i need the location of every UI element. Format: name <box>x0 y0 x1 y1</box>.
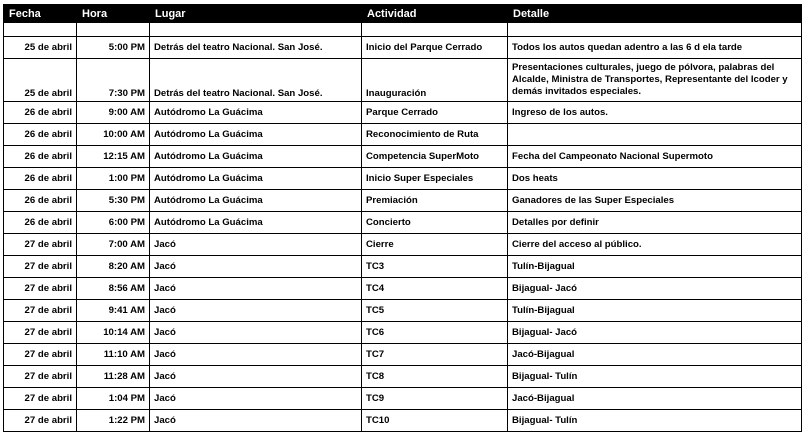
table-row <box>4 146 802 168</box>
table-row <box>4 410 802 432</box>
header-detalle: Detalle <box>508 5 802 23</box>
cell-fecha: 26 de abril <box>4 190 77 212</box>
cell-detalle: Ingreso de los autos. <box>508 102 802 124</box>
cell-actividad: Concierto <box>362 212 508 234</box>
cell-fecha: 26 de abril <box>4 102 77 124</box>
table-row <box>4 322 802 344</box>
cell-hora: 8:56 AM <box>77 278 150 300</box>
cell-hora: 10:00 AM <box>77 124 150 146</box>
cell-detalle: Bijagual- Jacó <box>508 322 802 344</box>
cell-actividad: Premiación <box>362 190 508 212</box>
cell-detalle: Bijagual- Tulín <box>508 366 802 388</box>
cell-fecha: 27 de abril <box>4 410 77 432</box>
cell-hora: 7:00 AM <box>77 234 150 256</box>
cell-detalle: Presentaciones culturales, juego de pólvora, palabras del Alcalde, Ministra de Transportes, Representante del Icoder y demás invitados especiales. <box>508 59 802 102</box>
cell-actividad: Reconocimiento de Ruta <box>362 124 508 146</box>
cell-hora: 8:20 AM <box>77 256 150 278</box>
cell-fecha: 25 de abril <box>4 59 77 102</box>
cell-lugar: Jacó <box>150 300 362 322</box>
cell-actividad: TC7 <box>362 344 508 366</box>
table-row <box>4 168 802 190</box>
cell-detalle: Jacó-Bijagual <box>508 344 802 366</box>
cell-detalle: Cierre del acceso al público. <box>508 234 802 256</box>
cell-fecha: 26 de abril <box>4 168 77 190</box>
schedule-body <box>4 23 802 432</box>
header-actividad: Actividad <box>362 5 508 23</box>
cell-hora: 5:30 PM <box>77 190 150 212</box>
cell-lugar: Jacó <box>150 388 362 410</box>
cell-fecha: 26 de abril <box>4 146 77 168</box>
cell-lugar: Autódromo La Guácima <box>150 168 362 190</box>
cell-fecha: 27 de abril <box>4 300 77 322</box>
cell-fecha: 27 de abril <box>4 234 77 256</box>
cell-actividad: Competencia SuperMoto <box>362 146 508 168</box>
cell-lugar: Jacó <box>150 344 362 366</box>
cell-hora: 7:30 PM <box>77 59 150 102</box>
table-row <box>4 190 802 212</box>
cell-fecha: 26 de abril <box>4 212 77 234</box>
cell-actividad: TC9 <box>362 388 508 410</box>
cell-hora: 1:00 PM <box>77 168 150 190</box>
table-row <box>4 37 802 59</box>
cell-lugar: Jacó <box>150 234 362 256</box>
spacer-row <box>4 23 802 37</box>
cell-actividad: Parque Cerrado <box>362 102 508 124</box>
cell-actividad: TC4 <box>362 278 508 300</box>
cell-detalle: Bijagual- Jacó <box>508 278 802 300</box>
cell-hora: 12:15 AM <box>77 146 150 168</box>
cell-fecha: 27 de abril <box>4 256 77 278</box>
table-row <box>4 344 802 366</box>
cell-hora: 9:00 AM <box>77 102 150 124</box>
cell-lugar: Autódromo La Guácima <box>150 124 362 146</box>
cell-actividad: TC8 <box>362 366 508 388</box>
cell-lugar: Jacó <box>150 366 362 388</box>
cell-fecha: 27 de abril <box>4 322 77 344</box>
cell-fecha: 25 de abril <box>4 37 77 59</box>
cell-actividad: Inicio del Parque Cerrado <box>362 37 508 59</box>
cell-detalle <box>508 124 802 146</box>
cell-detalle: Dos heats <box>508 168 802 190</box>
cell-fecha: 26 de abril <box>4 124 77 146</box>
cell-actividad: TC10 <box>362 410 508 432</box>
cell-lugar: Jacó <box>150 278 362 300</box>
table-row <box>4 234 802 256</box>
header-hora: Hora <box>77 5 150 23</box>
cell-actividad: Inauguración <box>362 59 508 102</box>
cell-hora: 6:00 PM <box>77 212 150 234</box>
table-row <box>4 278 802 300</box>
table-row <box>4 212 802 234</box>
cell-hora: 1:04 PM <box>77 388 150 410</box>
table-row <box>4 388 802 410</box>
table-row <box>4 366 802 388</box>
cell-hora: 10:14 AM <box>77 322 150 344</box>
cell-detalle: Fecha del Campeonato Nacional Supermoto <box>508 146 802 168</box>
cell-lugar: Jacó <box>150 256 362 278</box>
cell-hora: 9:41 AM <box>77 300 150 322</box>
cell-lugar: Autódromo La Guácima <box>150 146 362 168</box>
cell-detalle: Ganadores de las Super Especiales <box>508 190 802 212</box>
cell-fecha: 27 de abril <box>4 344 77 366</box>
cell-lugar: Jacó <box>150 322 362 344</box>
cell-actividad: TC5 <box>362 300 508 322</box>
table-row <box>4 124 802 146</box>
cell-fecha: 27 de abril <box>4 278 77 300</box>
cell-detalle: Tulín-Bijagual <box>508 256 802 278</box>
cell-hora: 11:10 AM <box>77 344 150 366</box>
cell-lugar: Jacó <box>150 410 362 432</box>
cell-fecha: 27 de abril <box>4 366 77 388</box>
cell-detalle: Bijagual- Tulín <box>508 410 802 432</box>
table-row <box>4 59 802 102</box>
cell-fecha: 27 de abril <box>4 388 77 410</box>
table-row <box>4 300 802 322</box>
schedule-table <box>3 4 802 432</box>
cell-detalle: Jacó-Bijagual <box>508 388 802 410</box>
cell-detalle: Tulín-Bijagual <box>508 300 802 322</box>
cell-lugar: Detrás del teatro Nacional. San José. <box>150 59 362 102</box>
header-fecha: Fecha <box>4 5 77 23</box>
header-row <box>4 5 802 23</box>
cell-detalle: Todos los autos quedan adentro a las 6 d ela tarde <box>508 37 802 59</box>
header-lugar: Lugar <box>150 5 362 23</box>
table-row <box>4 256 802 278</box>
cell-actividad: TC6 <box>362 322 508 344</box>
cell-detalle: Detalles por definir <box>508 212 802 234</box>
cell-actividad: Cierre <box>362 234 508 256</box>
cell-actividad: Inicio Super Especiales <box>362 168 508 190</box>
cell-lugar: Detrás del teatro Nacional. San José. <box>150 37 362 59</box>
cell-actividad: TC3 <box>362 256 508 278</box>
cell-hora: 1:22 PM <box>77 410 150 432</box>
cell-lugar: Autódromo La Guácima <box>150 190 362 212</box>
table-row <box>4 102 802 124</box>
cell-hora: 5:00 PM <box>77 37 150 59</box>
cell-hora: 11:28 AM <box>77 366 150 388</box>
cell-lugar: Autódromo La Guácima <box>150 102 362 124</box>
cell-lugar: Autódromo La Guácima <box>150 212 362 234</box>
